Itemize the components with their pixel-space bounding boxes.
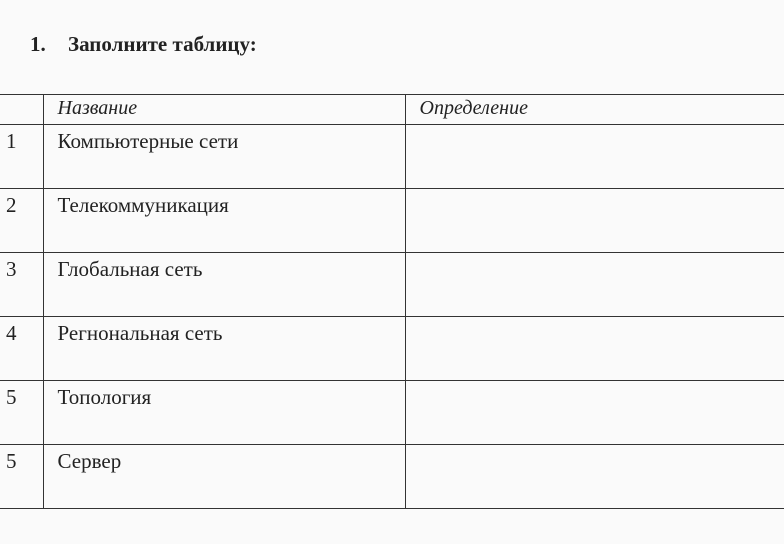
table-row bbox=[0, 125, 784, 189]
task-number: 1. bbox=[30, 32, 46, 56]
row-name: Топология bbox=[43, 381, 405, 445]
row-definition-cell[interactable] bbox=[405, 253, 784, 317]
row-number: 4 bbox=[0, 317, 43, 381]
header-number bbox=[0, 95, 43, 125]
row-number: 5 bbox=[0, 381, 43, 445]
row-definition-cell[interactable] bbox=[405, 317, 784, 381]
table-row bbox=[0, 445, 784, 509]
table-row bbox=[0, 317, 784, 381]
row-number: 2 bbox=[0, 189, 43, 253]
row-number: 5 bbox=[0, 445, 43, 509]
table-row bbox=[0, 381, 784, 445]
fill-in-table-wrapper bbox=[0, 94, 784, 509]
row-name: Глобальная сеть bbox=[43, 253, 405, 317]
task-heading bbox=[30, 32, 257, 57]
table-header-row bbox=[0, 95, 784, 125]
header-definition: Определение bbox=[405, 95, 784, 125]
table-row bbox=[0, 189, 784, 253]
row-definition-cell[interactable] bbox=[405, 381, 784, 445]
row-definition-cell[interactable] bbox=[405, 125, 784, 189]
row-name: Телекоммуникация bbox=[43, 189, 405, 253]
row-number: 3 bbox=[0, 253, 43, 317]
row-number: 1 bbox=[0, 125, 43, 189]
row-name: Сервер bbox=[43, 445, 405, 509]
row-name: Компьютерные сети bbox=[43, 125, 405, 189]
header-name: Название bbox=[43, 95, 405, 125]
fill-in-table bbox=[0, 94, 784, 509]
table-row bbox=[0, 253, 784, 317]
row-definition-cell[interactable] bbox=[405, 445, 784, 509]
task-text: Заполните таблицу: bbox=[68, 32, 257, 56]
row-definition-cell[interactable] bbox=[405, 189, 784, 253]
row-name: Регнональная сеть bbox=[43, 317, 405, 381]
